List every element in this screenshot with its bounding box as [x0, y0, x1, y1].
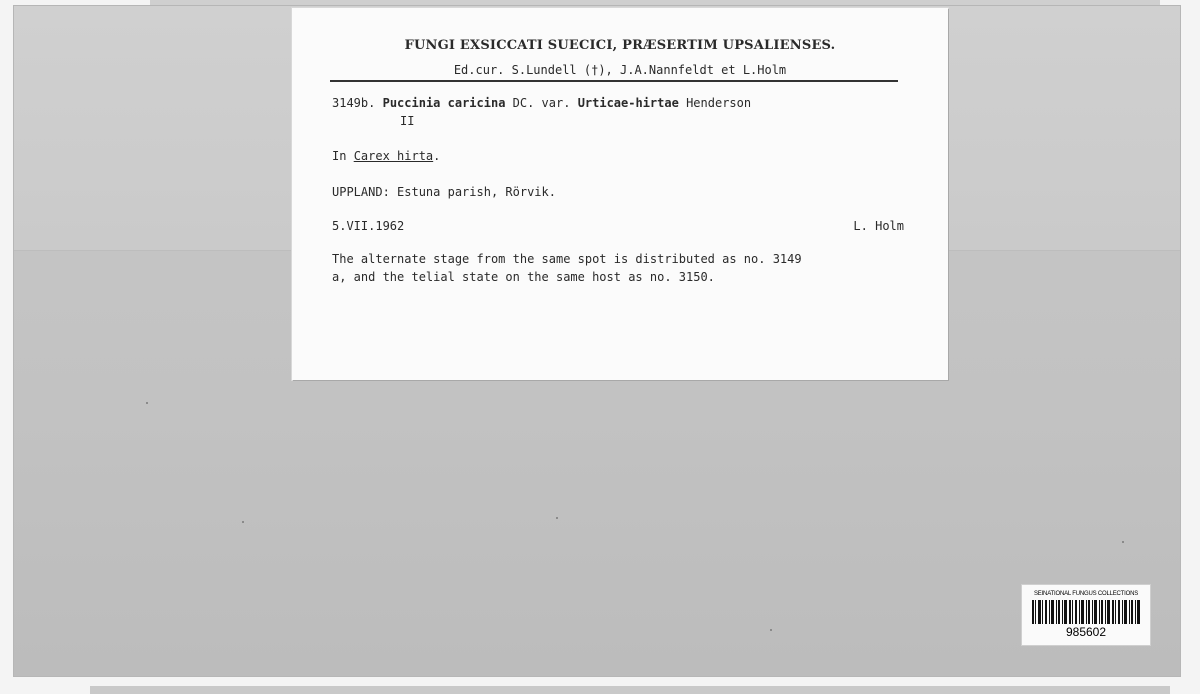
adjacent-sheet-bottom — [90, 686, 1170, 694]
taxon-name: Puccinia caricina — [382, 96, 506, 110]
collector-name: L. Holm — [853, 219, 904, 233]
series-title: FUNGI EXSICCATI SUECICI, PRÆSERTIM UPSALIENSES. — [404, 38, 836, 53]
host-name: Carex hirta — [353, 149, 434, 163]
variety-name: Urticae-hirtae — [577, 96, 679, 110]
paper-speck — [242, 521, 244, 523]
specimen-number: 3149b. — [332, 96, 376, 110]
locality-line: UPPLAND: Estuna parish, Rörvik. — [332, 185, 556, 199]
taxon-authority: DC. var. — [512, 96, 571, 110]
header-divider — [330, 80, 898, 82]
host-prefix: In — [332, 149, 347, 163]
barcode-header: SEINATIONAL FUNGUS COLLECTIONS — [1033, 591, 1139, 597]
variety-authority: Henderson — [686, 96, 752, 110]
host-suffix: . — [433, 149, 441, 163]
barcode-bars — [1032, 600, 1140, 624]
editors-line: Ed.cur. S.Lundell (†), J.A.Nannfeldt et L.Holm — [453, 63, 787, 77]
paper-speck — [770, 629, 772, 631]
barcode-number: 985602 — [1065, 625, 1107, 639]
note-line-2: a, and the telial state on the same host as no. 3150. — [332, 270, 715, 284]
collection-date: 5.VII.1962 — [332, 219, 405, 233]
spore-stage: II — [400, 114, 415, 128]
note-line-1: The alternate stage from the same spot is distributed as no. 3149 — [332, 252, 802, 266]
paper-speck — [146, 402, 148, 404]
paper-speck — [556, 517, 558, 519]
host-line — [332, 149, 440, 163]
taxon-line — [332, 96, 751, 110]
paper-speck — [1122, 541, 1124, 543]
barcode-label — [1022, 585, 1150, 645]
specimen-label — [292, 8, 948, 380]
